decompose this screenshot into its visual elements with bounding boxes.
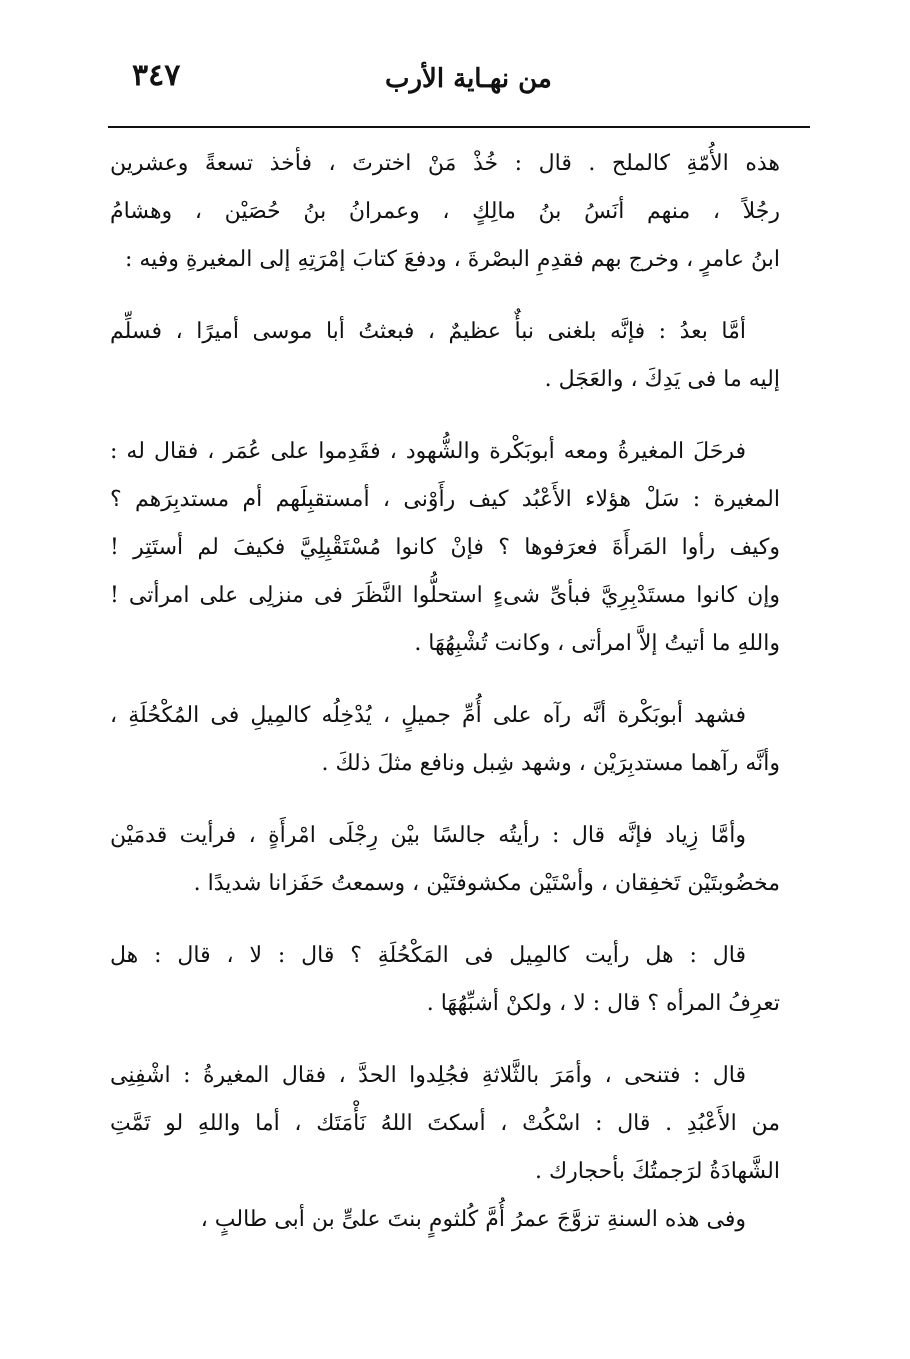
paragraph-gap (110, 788, 780, 812)
text-line: إليه ما فى يَدِكَ ، والعَجَل . (544, 367, 780, 392)
text-line: أمَّا بعدُ : فإنَّه بلغنى نبأٌ عظيمٌ ، فبعثتُ أبا موسى أميرًا ، فسلِّم (110, 319, 746, 344)
paragraph-4 (110, 692, 780, 788)
text-line: مخضُوبتَيْن تَخفِقان ، وأسْتَيْن مكشوفتَيْن ، وسمعتُ حَفَزانا شديدًا . (193, 871, 780, 896)
running-title: من نهـاية الأرب (385, 64, 552, 94)
text-line: رجُلاً ، منهم أنَسُ بنُ مالِكٍ ، وعمرانُ بنُ حُصَيْن ، وهشامُ (110, 199, 780, 224)
paragraph-7 (110, 1052, 780, 1196)
text-line: فرحَلَ المغيرةُ ومعه أبوبَكْرة والشُّهود ، فقَدِموا على عُمَر ، فقال له : (110, 439, 746, 464)
paragraph-2 (110, 308, 780, 404)
text-line: فشهد أبوبَكْرة أنَّه رآه على أُمِّ جميلٍ ، يُدْخِلُه كالمِيلِ فى المُكْحُلَةِ ، (110, 703, 746, 728)
page-header (100, 52, 810, 122)
text-line: وأمَّا زِياد فإنَّه قال : رأيتُه جالسًا بيْن رِجْلَى امْرأَةٍ ، فرأيت قدمَيْن (110, 823, 746, 848)
paragraph-6 (110, 932, 780, 1028)
header-rule (108, 126, 810, 128)
paragraph-gap (110, 1028, 780, 1052)
text-line: من الأَعْبُدِ . قال : اسْكُتْ ، أسكتَ اللهُ نَأْمَتَك ، أما واللهِ لو تَمَّتِ (110, 1111, 780, 1136)
text-line: هذه الأُمّةِ كالملح . قال : خُذْ مَنْ اخترتَ ، فأخذ تسعةً وعشرين (110, 151, 780, 176)
text-line: تعرِفُ المرأه ؟ قال : لا ، ولكنْ أشبِّهُهَا . (426, 991, 780, 1016)
text-line: وإن كانوا مستَدْبِرِيَّ فبأىِّ شىءٍ استحلُّوا النَّظَرَ فى منزلِى على امرأتى ! (110, 583, 780, 608)
text-line: وأنَّه رآهما مستدبِرَيْن ، وشهد شِبل ونافع مثلَ ذلكَ . (321, 751, 780, 776)
paragraph-1 (110, 140, 780, 284)
text-line: واللهِ ما أتيتُ إلاَّ امرأتى ، وكانت تُشْبِهُهَا . (414, 631, 780, 656)
paragraph-gap (110, 284, 780, 308)
text-line: وكيف رأوا المَرأَةَ فعرَفوها ؟ فإنْ كانوا مُسْتَقْبِلِيَّ فكيفَ لم أستَتِر ! (110, 535, 780, 560)
paragraph-5 (110, 812, 780, 908)
paragraph-gap (110, 668, 780, 692)
page-number: ٣٤٧ (132, 58, 181, 93)
text-line: المغيرة : سَلْ هؤلاء الأَعْبُد كيف رأَوْنى ، أمستقبِلَهم أم مستدبِرَهم ؟ (110, 487, 780, 512)
paragraph-gap (110, 404, 780, 428)
text-line: وفى هذه السنةِ تزوَّجَ عمرُ أُمَّ كُلثومٍ بنتَ علىٍّ بن أبى طالبٍ ، (200, 1207, 746, 1232)
text-line: ابنُ عامرٍ ، وخرج بهم فقدِمِ البصْرةَ ، ودفعَ كتابَ إمْرَتِهِ إلى المغيرةِ وفيه : (124, 247, 780, 272)
text-line: قال : هل رأيت كالمِيل فى المَكْحُلَةِ ؟ قال : لا ، قال : هل (110, 943, 746, 968)
body-text (110, 140, 780, 1244)
text-line: قال : فتنحى ، وأمَرَ بالثَّلاثةِ فجُلِدوا الحدَّ ، فقال المغيرةُ : اشْفِنِى (110, 1063, 746, 1088)
paragraph-gap (110, 908, 780, 932)
text-line: الشَّهادَةُ لرَجمتُكَ بأحجارك . (534, 1159, 780, 1184)
paragraph-3 (110, 428, 780, 668)
paragraph-8 (110, 1196, 780, 1244)
